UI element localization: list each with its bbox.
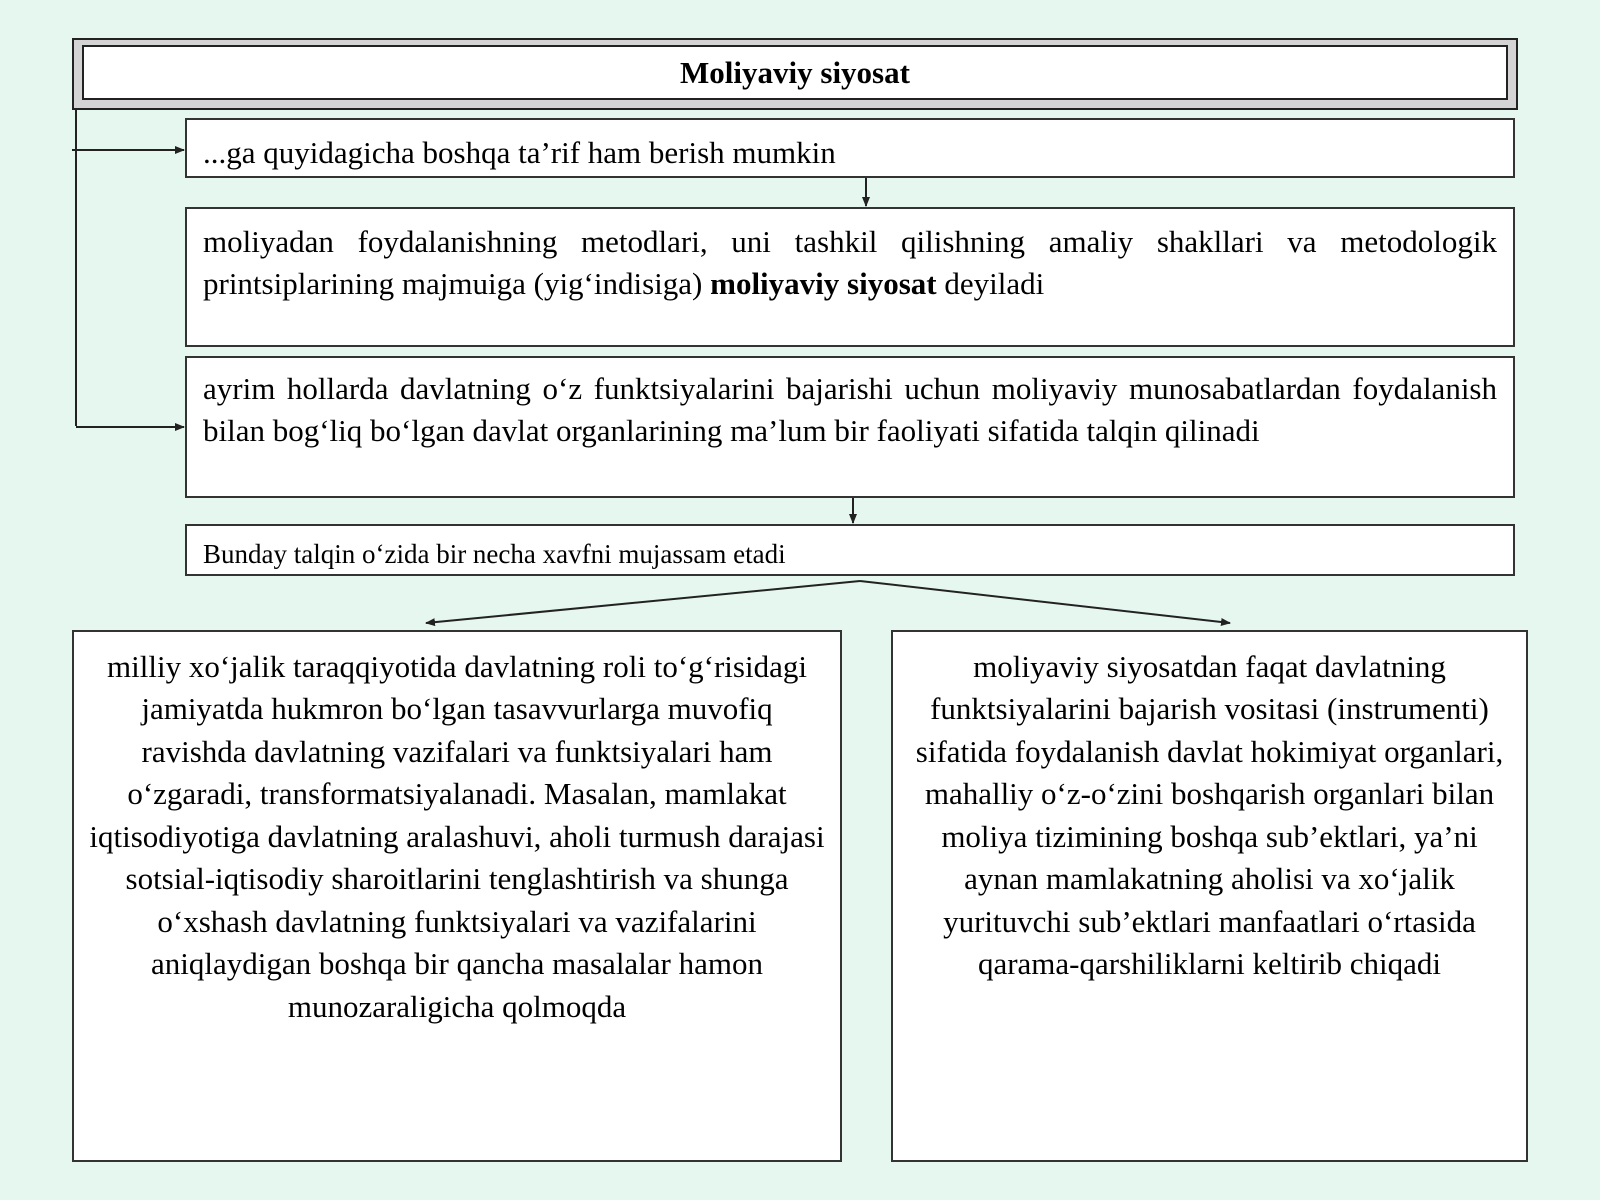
intro-box: ...ga quyidagicha boshqa ta’rif ham berish mumkin: [185, 118, 1515, 178]
risk-box: Bunday talqin o‘zida bir necha xavfni mujassam etadi: [185, 524, 1515, 576]
definition-text-after: deyiladi: [936, 266, 1045, 302]
arrow-risk-to-left: [426, 581, 860, 623]
definition-text-before: moliyadan foydalanishning metodlari, uni tashkil qilishning amaliy shakllari va metodologik printsiplarining majmuiga (yig‘indisiga): [203, 224, 1497, 302]
definition-term: moliyaviy siyosat: [710, 266, 937, 302]
arrow-risk-to-right: [860, 581, 1230, 623]
left-risk-box: milliy xo‘jalik taraqqiyotida davlatning roli to‘g‘risidagi jamiyatda hukmron bo‘lgan tasavvurlarga muvofiq ravishda davlatning vazifalari va funktsiyalari ham o‘zgaradi, transformatsiyalanadi. Masalan, mamlakat iqtisodiyotiga davlatning aralashuvi, aholi turmush darajasi sotsial-iqtisodiy sharoitlarini tenglashtirish va shunga o‘xshash davlatning funktsiyalari va vazifalarini aniqlaydigan boshqa bir qancha masalalar hamon munozaraligicha qolmoqda: [72, 630, 842, 1162]
alternative-interpretation-box: ayrim hollarda davlatning o‘z funktsiyalarini bajarishi uchun moliyaviy munosabatlardan foydalanish bilan bog‘liq bo‘lgan davlat organlarining ma’lum bir faoliyati sifatida talqin qilinadi: [185, 356, 1515, 498]
diagram-title: Moliyaviy siyosat: [82, 45, 1508, 100]
right-risk-box: moliyaviy siyosatdan faqat davlatning funktsiyalarini bajarish vositasi (instrumenti) sifatida foydalanish davlat hokimiyat organlari, mahalliy o‘z-o‘zini boshqarish organlari bilan moliya tizimining boshqa sub’ektlari, ya’ni aynan mamlakatning aholisi va xo‘jalik yurituvchi sub’ektlari manfaatlari o‘rtasida qarama-qarshiliklarni keltirib chiqadi: [891, 630, 1528, 1162]
